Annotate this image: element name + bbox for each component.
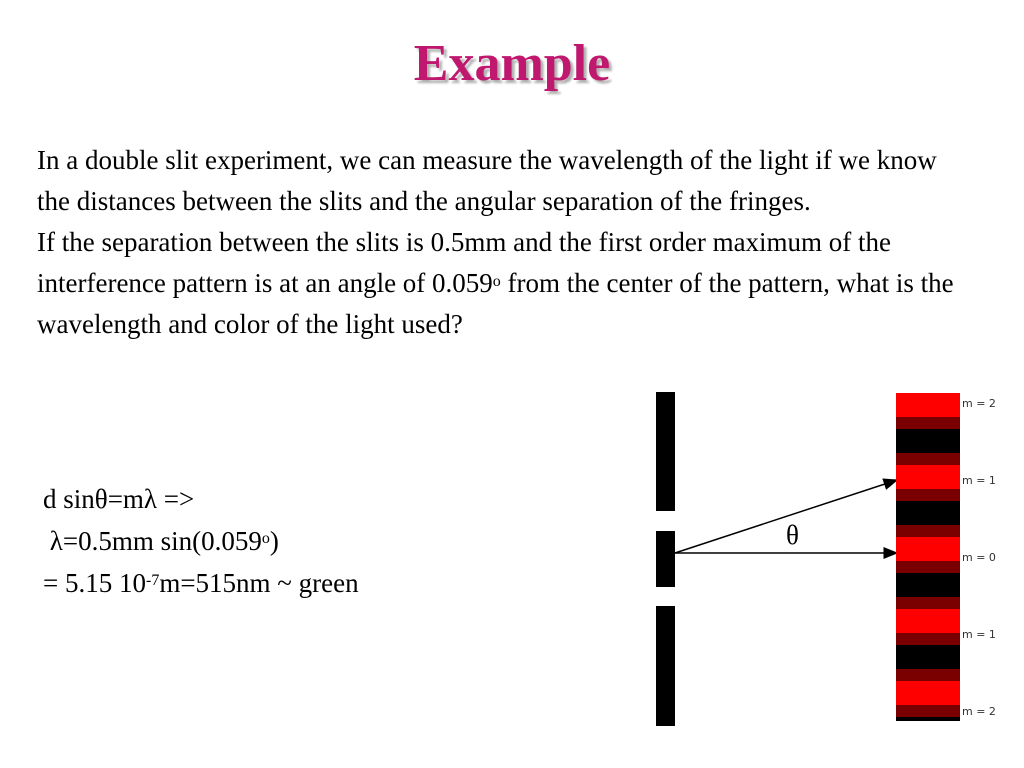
fringe-band [896, 573, 960, 585]
fringe-band [896, 465, 960, 477]
solution-line-2-a: λ=0.5mm sin(0.059 [49, 526, 262, 556]
fringe-band [896, 489, 960, 501]
fringe-band [896, 429, 960, 441]
solution-line-1: d sinθ=mλ => [43, 484, 195, 514]
fringe-band [896, 537, 960, 549]
fringe-band [896, 501, 960, 513]
degree-superscript: o [492, 273, 501, 290]
fringe-label-m1-top: m = 1 [962, 474, 996, 487]
solution-line-3-b: m=515nm ~ green [159, 568, 359, 598]
fringe-band [896, 681, 960, 693]
slide-title: Example [413, 35, 611, 92]
fringe-band [896, 477, 960, 489]
question-text-b: from the center of the pattern, what is the wavelength and color of the light used? [37, 268, 954, 339]
fringe-band [896, 549, 960, 561]
fringe-band [896, 393, 960, 405]
fringe-band [896, 657, 960, 669]
fringe-band [896, 561, 960, 573]
fringe-band [896, 717, 960, 721]
fringe-band [896, 441, 960, 453]
question-text-a: If the separation between the slits is 0.5mm and the first order maximum of the interference pattern is at an angle of 0.059 [37, 227, 892, 298]
fringe-band [896, 633, 960, 645]
fringe-band [896, 417, 960, 429]
interference-pattern-screen [896, 393, 960, 721]
fringe-label-m2-bottom: m = 2 [962, 705, 996, 718]
fringe-label-m0: m = 0 [962, 551, 996, 564]
angle-theta-label: θ [786, 520, 799, 550]
fringe-band [896, 645, 960, 657]
fringe-band [896, 669, 960, 681]
fringe-band [896, 597, 960, 609]
fringe-band [896, 525, 960, 537]
fringe-band [896, 513, 960, 525]
fringe-band [896, 585, 960, 597]
solution-line-3-a: = 5.15 10 [43, 568, 146, 598]
fringe-label-m2-top: m = 2 [962, 397, 996, 410]
paragraph-intro: In a double slit experiment, we can measure the wavelength of the light if we know the distances between the slits and the angular separation of the fringes. [37, 145, 937, 216]
fringe-band [896, 705, 960, 717]
fringe-band [896, 453, 960, 465]
fringe-label-m1-bottom: m = 1 [962, 628, 996, 641]
fringe-band [896, 621, 960, 633]
fringe-band [896, 693, 960, 705]
solution-line-3-sup: -7 [145, 572, 160, 589]
solution-line-2-b: ) [269, 526, 279, 556]
fringe-band [896, 405, 960, 417]
fringe-band [896, 609, 960, 621]
solution-line-2-sup: o [261, 530, 270, 547]
